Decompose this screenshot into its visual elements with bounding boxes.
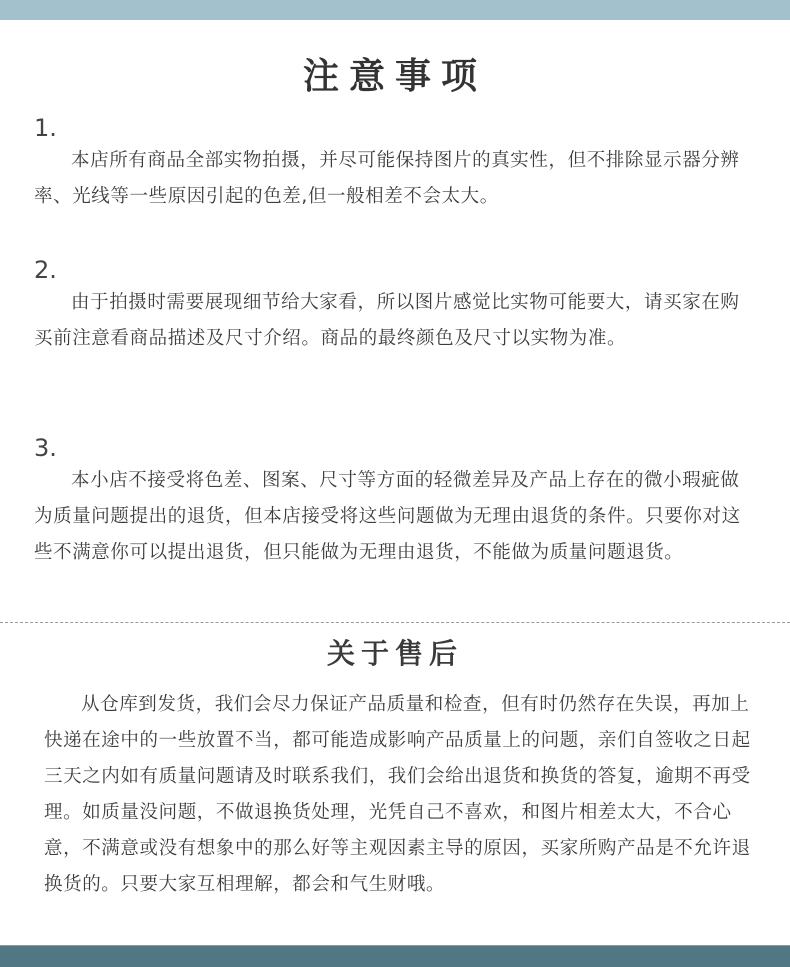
notice-number-2: 2. [34,256,57,284]
top-decorative-bar [0,0,790,20]
page-title: 注意事项 [302,56,487,97]
dashed-divider [0,622,790,623]
after-sales-text: 从仓库到发货，我们会尽力保证产品质量和检查，但有时仍然存在失误，再加上快递在途中的一些放置不当，都可能造成影响产品质量上的问题，亲们自签收之日起三天之内如有质量问题请及时联系我们，我们会给出退货和换货的答复，逾期不再受理。如质量没问题，不做退换货处理，光凭自己不喜欢，和图片相差太大，不合心意，不满意或没有想象中的那么好等主观因素主导的原因，买家所购产品是不允许退换货的。只要大家互相理解，都会和气生财哦。 [44,694,751,895]
notice-text-2: 由于拍摄时需要展现细节给大家看，所以图片感觉比实物可能要大，请买家在购买前注意看商品描述及尺寸介绍。商品的最终颜色及尺寸以实物为准。 [34,292,740,349]
notice-text-3: 本小店不接受将色差、图案、尺寸等方面的轻微差异及产品上存在的微小瑕疵做为质量问题提出的退货，但本店接受将这些问题做为无理由退货的条件。只要你对这些不满意你可以提出退货，但只能做为无理由退货，不能做为质量问题退货。 [34,470,741,563]
bottom-decorative-bar [0,945,790,967]
notice-number-3: 3. [34,434,57,462]
after-sales-title: 关于售后 [326,637,463,670]
notice-text-1: 本店所有商品全部实物拍摄，并尽可能保持图片的真实性，但不排除显示器分辨率、光线等一些原因引起的色差,但一般相差不会太大。 [34,150,740,207]
notice-number-1: 1. [34,114,57,142]
